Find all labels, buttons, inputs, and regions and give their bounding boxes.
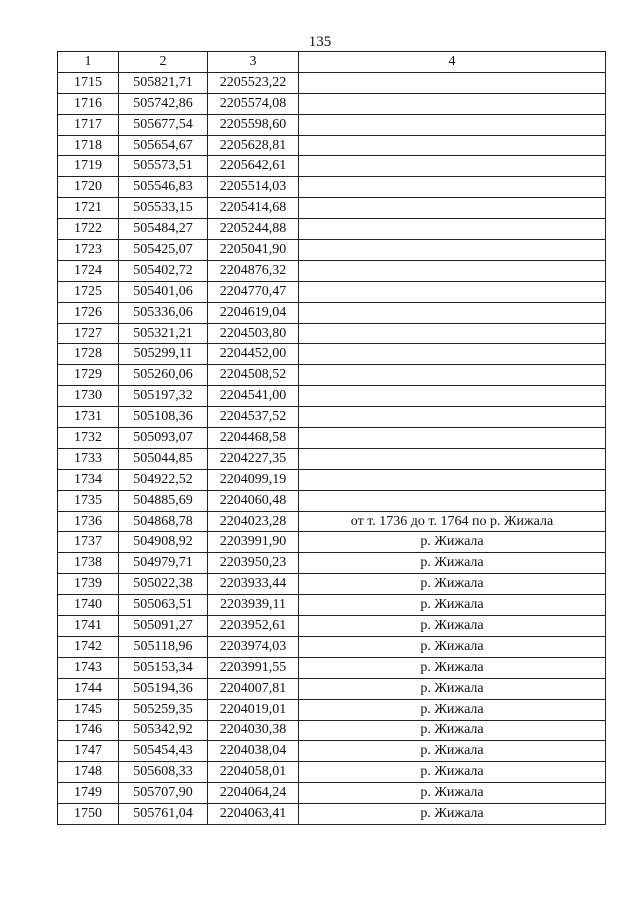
- cell-description: [299, 156, 606, 177]
- cell-x-coordinate: 505093,07: [119, 428, 208, 449]
- table-row: [58, 323, 606, 344]
- cell-point-number: 1740: [58, 595, 119, 616]
- cell-y-coordinate: 2205414,68: [208, 198, 299, 219]
- cell-description: р. Жижала: [299, 699, 606, 720]
- table-row: [58, 636, 606, 657]
- cell-point-number: 1750: [58, 804, 119, 825]
- cell-y-coordinate: 2205514,03: [208, 177, 299, 198]
- cell-description: [299, 428, 606, 449]
- cell-point-number: 1726: [58, 302, 119, 323]
- header-row: [58, 52, 606, 73]
- cell-x-coordinate: 504922,52: [119, 469, 208, 490]
- table-body: [58, 72, 606, 824]
- cell-y-coordinate: 2203974,03: [208, 636, 299, 657]
- cell-point-number: 1728: [58, 344, 119, 365]
- cell-x-coordinate: 505425,07: [119, 240, 208, 261]
- cell-point-number: 1738: [58, 553, 119, 574]
- table-row: [58, 219, 606, 240]
- table-row: [58, 804, 606, 825]
- cell-point-number: 1725: [58, 281, 119, 302]
- cell-description: р. Жижала: [299, 574, 606, 595]
- cell-point-number: 1727: [58, 323, 119, 344]
- cell-x-coordinate: 505533,15: [119, 198, 208, 219]
- table-row: [58, 574, 606, 595]
- table-row: [58, 699, 606, 720]
- cell-x-coordinate: 505259,35: [119, 699, 208, 720]
- table-row: [58, 177, 606, 198]
- cell-x-coordinate: 504979,71: [119, 553, 208, 574]
- cell-point-number: 1741: [58, 616, 119, 637]
- cell-point-number: 1731: [58, 407, 119, 428]
- cell-x-coordinate: 505342,92: [119, 720, 208, 741]
- cell-x-coordinate: 505108,36: [119, 407, 208, 428]
- cell-description: [299, 93, 606, 114]
- table-row: [58, 260, 606, 281]
- cell-point-number: 1734: [58, 469, 119, 490]
- table-row: [58, 114, 606, 135]
- cell-y-coordinate: 2204541,00: [208, 386, 299, 407]
- cell-y-coordinate: 2204452,00: [208, 344, 299, 365]
- cell-y-coordinate: 2204770,47: [208, 281, 299, 302]
- cell-point-number: 1746: [58, 720, 119, 741]
- cell-description: р. Жижала: [299, 636, 606, 657]
- cell-description: [299, 302, 606, 323]
- cell-x-coordinate: 505821,71: [119, 72, 208, 93]
- cell-x-coordinate: 505321,21: [119, 323, 208, 344]
- cell-y-coordinate: 2203933,44: [208, 574, 299, 595]
- table-row: [58, 469, 606, 490]
- cell-point-number: 1735: [58, 490, 119, 511]
- header-cell-point: 1: [58, 52, 119, 73]
- cell-x-coordinate: 505299,11: [119, 344, 208, 365]
- cell-description: р. Жижала: [299, 678, 606, 699]
- page-number: 135: [308, 34, 332, 50]
- cell-description: [299, 135, 606, 156]
- cell-description: р. Жижала: [299, 532, 606, 553]
- cell-y-coordinate: 2204058,01: [208, 762, 299, 783]
- cell-y-coordinate: 2203950,23: [208, 553, 299, 574]
- cell-y-coordinate: 2204060,48: [208, 490, 299, 511]
- table-row: [58, 616, 606, 637]
- cell-y-coordinate: 2204503,80: [208, 323, 299, 344]
- cell-y-coordinate: 2203952,61: [208, 616, 299, 637]
- cell-x-coordinate: 505260,06: [119, 365, 208, 386]
- header-cell-description: 4: [299, 52, 606, 73]
- cell-x-coordinate: 505608,33: [119, 762, 208, 783]
- cell-x-coordinate: 504885,69: [119, 490, 208, 511]
- cell-x-coordinate: 505573,51: [119, 156, 208, 177]
- cell-description: р. Жижала: [299, 720, 606, 741]
- table-row: [58, 198, 606, 219]
- cell-y-coordinate: 2205244,88: [208, 219, 299, 240]
- cell-point-number: 1715: [58, 72, 119, 93]
- cell-x-coordinate: 504868,78: [119, 511, 208, 532]
- cell-description: [299, 386, 606, 407]
- cell-x-coordinate: 505402,72: [119, 260, 208, 281]
- cell-description: р. Жижала: [299, 616, 606, 637]
- cell-description: [299, 260, 606, 281]
- table-row: [58, 281, 606, 302]
- cell-y-coordinate: 2205642,61: [208, 156, 299, 177]
- table-row: [58, 490, 606, 511]
- table-row: [58, 72, 606, 93]
- cell-y-coordinate: 2204537,52: [208, 407, 299, 428]
- cell-description: [299, 72, 606, 93]
- cell-x-coordinate: 505677,54: [119, 114, 208, 135]
- cell-point-number: 1743: [58, 657, 119, 678]
- cell-y-coordinate: 2205628,81: [208, 135, 299, 156]
- table-row: [58, 428, 606, 449]
- cell-description: р. Жижала: [299, 553, 606, 574]
- cell-point-number: 1736: [58, 511, 119, 532]
- cell-point-number: 1749: [58, 783, 119, 804]
- cell-point-number: 1744: [58, 678, 119, 699]
- table-row: [58, 783, 606, 804]
- cell-point-number: 1718: [58, 135, 119, 156]
- table-row: [58, 762, 606, 783]
- cell-x-coordinate: 505197,32: [119, 386, 208, 407]
- table-row: [58, 240, 606, 261]
- table-row: [58, 302, 606, 323]
- header-cell-x: 2: [119, 52, 208, 73]
- cell-point-number: 1748: [58, 762, 119, 783]
- table-row: [58, 156, 606, 177]
- table-row: [58, 532, 606, 553]
- table-row: [58, 93, 606, 114]
- cell-x-coordinate: 505546,83: [119, 177, 208, 198]
- cell-point-number: 1742: [58, 636, 119, 657]
- cell-x-coordinate: 505654,67: [119, 135, 208, 156]
- cell-y-coordinate: 2204030,38: [208, 720, 299, 741]
- table-row: [58, 135, 606, 156]
- cell-description: р. Жижала: [299, 783, 606, 804]
- cell-x-coordinate: 505063,51: [119, 595, 208, 616]
- table-row: [58, 511, 606, 532]
- cell-point-number: 1733: [58, 448, 119, 469]
- table-row: [58, 553, 606, 574]
- cell-y-coordinate: 2204019,01: [208, 699, 299, 720]
- cell-description: [299, 469, 606, 490]
- cell-y-coordinate: 2204468,58: [208, 428, 299, 449]
- cell-x-coordinate: 505742,86: [119, 93, 208, 114]
- cell-description: [299, 240, 606, 261]
- cell-description: [299, 114, 606, 135]
- table-row: [58, 678, 606, 699]
- coordinates-table: [57, 51, 606, 825]
- cell-y-coordinate: 2204064,24: [208, 783, 299, 804]
- cell-y-coordinate: 2204038,04: [208, 741, 299, 762]
- cell-x-coordinate: 505401,06: [119, 281, 208, 302]
- cell-y-coordinate: 2204007,81: [208, 678, 299, 699]
- cell-description: [299, 448, 606, 469]
- cell-description: [299, 323, 606, 344]
- table-row: [58, 344, 606, 365]
- cell-description: [299, 198, 606, 219]
- table-row: [58, 657, 606, 678]
- cell-description: [299, 177, 606, 198]
- cell-description: р. Жижала: [299, 741, 606, 762]
- header-cell-y: 3: [208, 52, 299, 73]
- cell-point-number: 1745: [58, 699, 119, 720]
- cell-x-coordinate: 505707,90: [119, 783, 208, 804]
- cell-description: от т. 1736 до т. 1764 по р. Жижала: [299, 511, 606, 532]
- cell-x-coordinate: 505091,27: [119, 616, 208, 637]
- cell-y-coordinate: 2203991,90: [208, 532, 299, 553]
- cell-x-coordinate: 504908,92: [119, 532, 208, 553]
- cell-point-number: 1747: [58, 741, 119, 762]
- cell-x-coordinate: 505761,04: [119, 804, 208, 825]
- cell-description: [299, 365, 606, 386]
- cell-y-coordinate: 2204023,28: [208, 511, 299, 532]
- cell-y-coordinate: 2203939,11: [208, 595, 299, 616]
- cell-y-coordinate: 2204508,52: [208, 365, 299, 386]
- cell-x-coordinate: 505336,06: [119, 302, 208, 323]
- cell-description: р. Жижала: [299, 762, 606, 783]
- table-header: [58, 52, 606, 73]
- cell-point-number: 1737: [58, 532, 119, 553]
- cell-point-number: 1719: [58, 156, 119, 177]
- table-row: [58, 365, 606, 386]
- cell-y-coordinate: 2205041,90: [208, 240, 299, 261]
- cell-x-coordinate: 505454,43: [119, 741, 208, 762]
- table-row: [58, 595, 606, 616]
- cell-point-number: 1732: [58, 428, 119, 449]
- cell-point-number: 1729: [58, 365, 119, 386]
- cell-y-coordinate: 2204619,04: [208, 302, 299, 323]
- cell-description: р. Жижала: [299, 595, 606, 616]
- table-row: [58, 407, 606, 428]
- cell-description: [299, 407, 606, 428]
- cell-x-coordinate: 505484,27: [119, 219, 208, 240]
- cell-description: [299, 490, 606, 511]
- cell-y-coordinate: 2204063,41: [208, 804, 299, 825]
- cell-point-number: 1723: [58, 240, 119, 261]
- cell-point-number: 1730: [58, 386, 119, 407]
- cell-y-coordinate: 2205523,22: [208, 72, 299, 93]
- table-row: [58, 720, 606, 741]
- cell-point-number: 1717: [58, 114, 119, 135]
- cell-x-coordinate: 505153,34: [119, 657, 208, 678]
- cell-x-coordinate: 505022,38: [119, 574, 208, 595]
- cell-point-number: 1739: [58, 574, 119, 595]
- cell-description: р. Жижала: [299, 804, 606, 825]
- cell-point-number: 1724: [58, 260, 119, 281]
- cell-y-coordinate: 2205598,60: [208, 114, 299, 135]
- cell-description: [299, 219, 606, 240]
- cell-point-number: 1720: [58, 177, 119, 198]
- table-row: [58, 386, 606, 407]
- cell-x-coordinate: 505194,36: [119, 678, 208, 699]
- cell-description: р. Жижала: [299, 657, 606, 678]
- cell-y-coordinate: 2204227,35: [208, 448, 299, 469]
- table-row: [58, 448, 606, 469]
- cell-description: [299, 281, 606, 302]
- cell-y-coordinate: 2205574,08: [208, 93, 299, 114]
- cell-y-coordinate: 2204876,32: [208, 260, 299, 281]
- cell-y-coordinate: 2203991,55: [208, 657, 299, 678]
- cell-x-coordinate: 505118,96: [119, 636, 208, 657]
- cell-x-coordinate: 505044,85: [119, 448, 208, 469]
- cell-description: [299, 344, 606, 365]
- cell-point-number: 1721: [58, 198, 119, 219]
- cell-point-number: 1722: [58, 219, 119, 240]
- cell-y-coordinate: 2204099,19: [208, 469, 299, 490]
- table-row: [58, 741, 606, 762]
- cell-point-number: 1716: [58, 93, 119, 114]
